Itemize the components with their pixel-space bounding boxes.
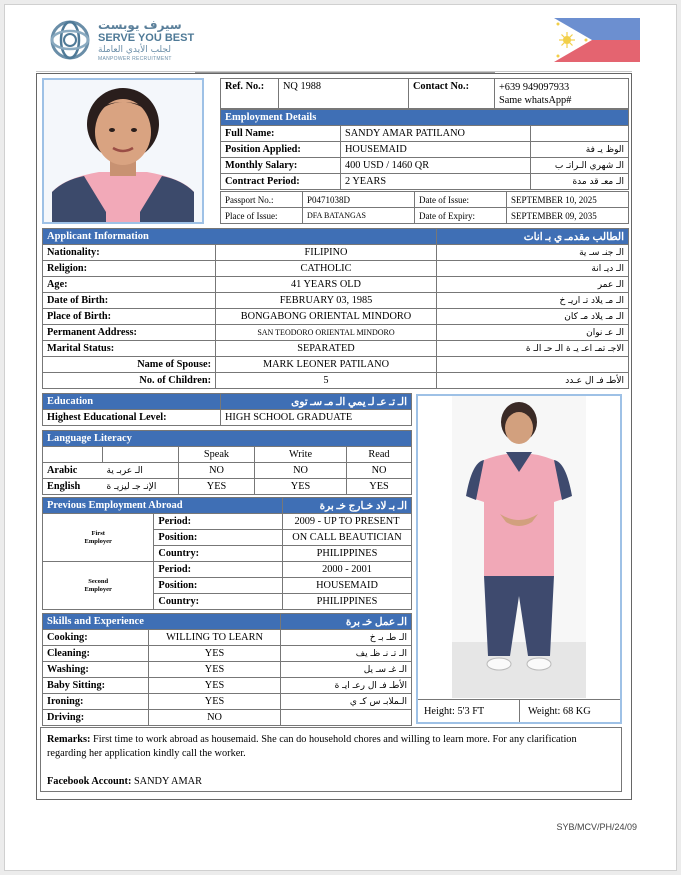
position-value: HOUSEMAID [341, 142, 531, 158]
position-ar: الوظ يـ فة [531, 142, 629, 158]
ref-value: NQ 1988 [279, 79, 409, 109]
english-write: YES [255, 479, 347, 495]
fullname-value: SANDY AMAR PATILANO [341, 126, 531, 142]
cleaning-ar: الـ تـ نـ ظـ يف [281, 646, 412, 662]
logo-sub-english: MANPOWER RECRUITMENT [98, 56, 172, 62]
doe-label: Date of Expiry: [415, 208, 507, 224]
portrait-image [44, 80, 202, 222]
remarks-label: Remarks: [47, 734, 91, 745]
contract-label: Contract Period: [221, 174, 341, 190]
language-table [42, 430, 412, 495]
emp2-period-label: Period: [154, 562, 283, 578]
applicant-header-ar: الطالب مقدمـ ي بـ انات [437, 229, 629, 245]
applicant-header: Applicant Information [43, 229, 437, 245]
ironing-ar: الـملابـ س كـ ي [281, 694, 412, 710]
weight-label: Weight: [528, 706, 561, 717]
contact-note: Same whatsApp# [499, 95, 572, 106]
english-read: YES [347, 479, 412, 495]
marital-label: Marital Status: [43, 341, 216, 357]
contact-label: Contact No.: [409, 79, 495, 109]
cleaning-label: Cleaning: [43, 646, 149, 662]
contact-cell [495, 79, 629, 109]
contact-value: +639 949097933 [499, 82, 570, 93]
lang-arabic-ar: الـ عربـ ية [103, 463, 179, 479]
facebook-label: Facebook Account: [47, 776, 132, 787]
language-header: Language Literacy [43, 431, 412, 447]
address-label: Permanent Address: [43, 325, 216, 341]
dob-ar: الـ مـ يلاد تـ اريـ خ [437, 293, 629, 309]
english-speak: YES [179, 479, 255, 495]
emp1-position: ON CALL BEAUTICIAN [283, 530, 412, 546]
emp2-position: HOUSEMAID [283, 578, 412, 594]
age-label: Age: [43, 277, 216, 293]
arabic-write: NO [255, 463, 347, 479]
logo-name: SERVE YOU BEST [98, 32, 195, 44]
employer2-tag1: Second [88, 577, 109, 585]
driving-label: Driving: [43, 710, 149, 726]
babysitting-value: YES [149, 678, 281, 694]
doe-value: SEPTEMBER 09, 2035 [507, 208, 629, 224]
education-table [42, 393, 412, 426]
employment-header: Employment Details [221, 110, 629, 126]
driving-ar [281, 710, 412, 726]
pob-ar: الـ مـ يلاد مـ كان [437, 309, 629, 325]
driving-value: NO [149, 710, 281, 726]
height-cell [418, 700, 520, 724]
employer2-tag2: Employer [84, 585, 112, 593]
emp1-country-label: Country: [154, 546, 283, 562]
facebook-line [47, 775, 615, 789]
document-code: SYB/MCV/PH/24/09 [556, 822, 637, 832]
emp1-country: PHILIPPINES [283, 546, 412, 562]
washing-label: Washing: [43, 662, 149, 678]
contract-value: 2 YEARS [341, 174, 531, 190]
age-ar: الـ عمر [437, 277, 629, 293]
weight-cell [520, 700, 620, 724]
applicant-table [42, 228, 629, 389]
emp2-period: 2000 - 2001 [283, 562, 412, 578]
lang-english-ar: الإنـ جـ ليزيـ ة [103, 479, 179, 495]
contract-ar: الـ معـ قد مدة [531, 174, 629, 190]
passport-value: P0471038D [303, 192, 415, 208]
remarks-text: First time to work abroad as housemaid. She can do household chores and willing to learn more. For any clarification regarding her application kindly call the worker. [47, 734, 577, 759]
arabic-read: NO [347, 463, 412, 479]
babysitting-ar: الأطـ فـ ال رعـ ايـ ة [281, 678, 412, 694]
emp1-position-label: Position: [154, 530, 283, 546]
emp1-period-label: Period: [154, 514, 283, 530]
applicant-fullbody-photo [416, 394, 622, 724]
dob-label: Date of Birth: [43, 293, 216, 309]
employment-details [220, 109, 629, 190]
children-label: No. of Children: [43, 373, 216, 389]
marital-value: SEPARATED [216, 341, 437, 357]
nationality-value: FILIPINO [216, 245, 437, 261]
ironing-label: Ironing: [43, 694, 149, 710]
education-header-ar: الـ تـ عـ لـ يمي الـ مـ سـ توى [221, 394, 412, 410]
fullbody-image [418, 396, 620, 698]
remarks-paragraph [47, 733, 615, 761]
logo-sub-arabic: لجلب الأيدي العاملة [98, 45, 171, 55]
employment-table [220, 78, 629, 109]
remarks-box [40, 727, 622, 792]
spouse-ar [437, 357, 629, 373]
col-write: Write [255, 447, 347, 463]
nationality-ar: الـ جنـ سـ ية [437, 245, 629, 261]
doi-value: SEPTEMBER 10, 2025 [507, 192, 629, 208]
lang-arabic-label: Arabic [43, 463, 103, 479]
address-ar: الـ عـ نوان [437, 325, 629, 341]
weight-value: 68 KG [562, 706, 591, 717]
washing-value: YES [149, 662, 281, 678]
cooking-label: Cooking: [43, 630, 149, 646]
employer1-tag1: First [91, 529, 105, 537]
cooking-ar: الـ طـ بـ خ [281, 630, 412, 646]
doi-label: Date of Issue: [415, 192, 507, 208]
lang-english-label: English [43, 479, 103, 495]
salary-ar: الـ شهري الـراتـ ب [531, 158, 629, 174]
passport-table [220, 191, 629, 224]
emp2-country: PHILIPPINES [283, 594, 412, 610]
measurements-row [418, 699, 620, 724]
nationality-label: Nationality: [43, 245, 216, 261]
emp2-country-label: Country: [154, 594, 283, 610]
dob-value: FEBRUARY 03, 1985 [216, 293, 437, 309]
philippines-flag-icon [554, 18, 640, 62]
religion-ar: الـ ديـ انة [437, 261, 629, 277]
logo-knot-icon [48, 18, 92, 62]
applicant-portrait [42, 78, 204, 224]
spouse-label: Name of Spouse: [43, 357, 216, 373]
company-logo [48, 18, 198, 66]
children-ar: الأطـ فـ ال عـدد [437, 373, 629, 389]
ref-label: Ref. No.: [221, 79, 279, 109]
cleaning-value: YES [149, 646, 281, 662]
marital-ar: الاجـ تمـ اعـ يـ ة الـ حـ الـ ة [437, 341, 629, 357]
babysitting-label: Baby Sitting: [43, 678, 149, 694]
employer1-tag2: Employer [84, 537, 112, 545]
logo-arabic: سيرف يوبست [98, 18, 182, 32]
cooking-value: WILLING TO LEARN [149, 630, 281, 646]
age-value: 41 YEARS OLD [216, 277, 437, 293]
address-value: SAN TEODORO ORIENTAL MINDORO [216, 325, 437, 341]
emp2-position-label: Position: [154, 578, 283, 594]
education-header: Education [43, 394, 221, 410]
col-read: Read [347, 447, 412, 463]
washing-ar: الـ غـ سـ يل [281, 662, 412, 678]
arabic-speak: NO [179, 463, 255, 479]
spouse-value: MARK LEONER PATILANO [216, 357, 437, 373]
passport-label: Passport No.: [221, 192, 303, 208]
pob-label: Place of Birth: [43, 309, 216, 325]
previous-employment-table [42, 497, 412, 610]
ironing-value: YES [149, 694, 281, 710]
religion-label: Religion: [43, 261, 216, 277]
skills-header-ar: الـ عمل خـ برة [281, 614, 412, 630]
education-label: Highest Educational Level: [43, 410, 221, 426]
fullname-label: Full Name: [221, 126, 341, 142]
height-value: 5'3 FT [457, 706, 485, 717]
col-speak: Speak [179, 447, 255, 463]
emp1-period: 2009 - UP TO PRESENT [283, 514, 412, 530]
previous-header-ar: الـ بـ لاد خـارج خـ برة [283, 498, 412, 514]
salary-label: Monthly Salary: [221, 158, 341, 174]
height-label: Height: [424, 706, 455, 717]
poi-label: Place of Issue: [221, 208, 303, 224]
education-value: HIGH SCHOOL GRADUATE [221, 410, 412, 426]
children-value: 5 [216, 373, 437, 389]
skills-header: Skills and Experience [43, 614, 281, 630]
employer2-tag [43, 562, 154, 610]
religion-value: CATHOLIC [216, 261, 437, 277]
previous-header: Previous Employment Abroad [43, 498, 283, 514]
facebook-value: SANDY AMAR [133, 776, 202, 787]
poi-value: DFA BATANGAS [303, 208, 415, 224]
employer1-tag [43, 514, 154, 562]
pob-value: BONGABONG ORIENTAL MINDORO [216, 309, 437, 325]
salary-value: 400 USD / 1460 QR [341, 158, 531, 174]
skills-table [42, 613, 412, 726]
fullname-ar [531, 126, 629, 142]
position-label: Position Applied: [221, 142, 341, 158]
